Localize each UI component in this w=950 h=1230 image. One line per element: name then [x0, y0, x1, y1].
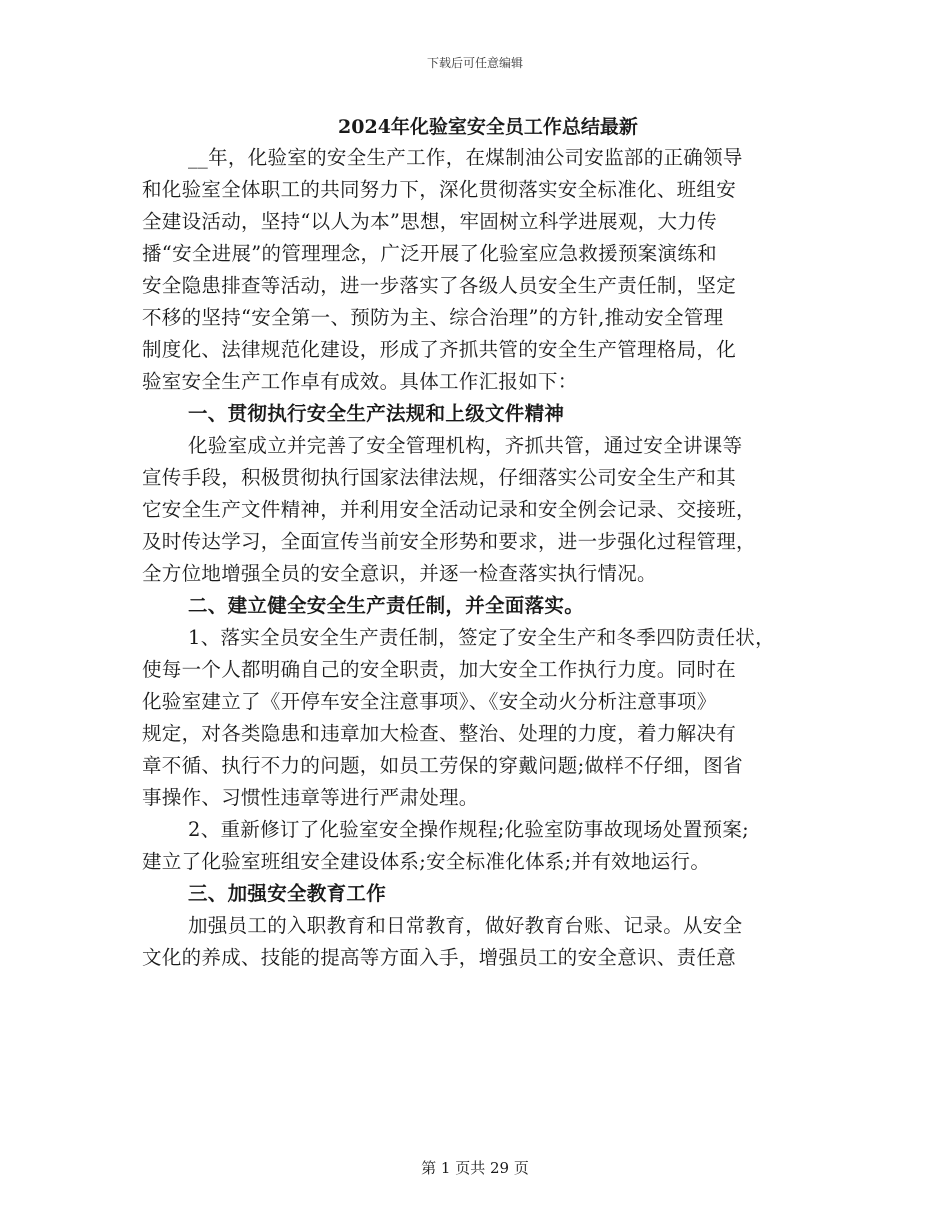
text-line: 化验室建立了《开停车安全注意事项》、《安全动火分析注意事项》	[142, 690, 717, 713]
text-line: 规定，对各类隐患和违章加大检查、整治、处理的力度，着力解决有	[142, 722, 737, 745]
text-line: 全方位地增强全员的安全意识，并逐一检查落实执行情况。	[142, 562, 657, 585]
section-heading: 三、加强安全教育工作	[188, 882, 387, 905]
text-line: 加强员工的入职教育和日常教育，做好教育台账、记录。从安全	[188, 914, 743, 937]
text-line: 及时传达学习，全面宣传当前安全形势和要求，进一步强化过程管理，	[142, 530, 756, 553]
page-footer: 第 1 页共 29 页	[421, 1159, 529, 1177]
text-line: 不移的坚持“安全第一、预防为主、综合治理”的方针,推动安全管理	[142, 306, 724, 329]
text-line: 章不循、执行不力的问题，如员工劳保的穿戴问题;做样不仔细，图省	[142, 754, 743, 777]
text-line: 全建设活动，坚持“以人为本”思想，牢固树立科学进展观，大力传	[142, 210, 717, 233]
text-line: __年，化验室的安全生产工作，在煤制油公司安监部的正确领导	[188, 146, 743, 169]
text-line: 使每一个人都明确自己的安全职责，加大安全工作执行力度。同时在	[142, 658, 737, 681]
text-line: 宣传手段，积极贯彻执行国家法律法规，仔细落实公司安全生产和其	[142, 466, 737, 489]
text-line: 验室安全生产工作卓有成效。具体工作汇报如下：	[142, 370, 578, 393]
text-line: 文化的养成、技能的提高等方面入手，增强员工的安全意识、责任意	[142, 946, 737, 969]
section-heading: 二、建立健全安全生产责任制，并全面落实。	[188, 594, 585, 617]
text-line: 建立了化验室班组安全建设体系;安全标准化体系;并有效地运行。	[142, 850, 711, 873]
text-line: 化验室成立并完善了安全管理机构，齐抓共管，通过安全讲课等	[188, 434, 743, 457]
text-line: 和化验室全体职工的共同努力下，深化贯彻落实安全标准化、班组安	[142, 178, 737, 201]
text-line: 制度化、法律规范化建设，形成了齐抓共管的安全生产管理格局，化	[142, 338, 737, 361]
text-line: 安全隐患排查等活动，进一步落实了各级人员安全生产责任制，坚定	[142, 274, 737, 297]
document-body	[142, 112, 810, 974]
document-title: 2024年化验室安全员工作总结最新	[338, 116, 638, 138]
paragraph-container	[142, 142, 810, 974]
header-note: 下载后可任意编辑	[426, 56, 523, 70]
section-heading: 一、贯彻执行安全生产法规和上级文件精神	[188, 402, 565, 425]
text-line: 它安全生产文件精神，并利用安全活动记录和安全例会记录、交接班，	[142, 498, 756, 521]
text-line: 播“安全进展”的管理理念，广泛开展了化验室应急救援预案演练和	[142, 242, 717, 265]
text-line: 事操作、习惯性违章等进行严肃处理。	[142, 786, 479, 809]
text-line: 2、重新修订了化验室安全操作规程;化验室防事故现场处置预案;	[188, 818, 750, 841]
text-line: 1、落实全员安全生产责任制，签定了安全生产和冬季四防责任状，	[188, 626, 775, 649]
